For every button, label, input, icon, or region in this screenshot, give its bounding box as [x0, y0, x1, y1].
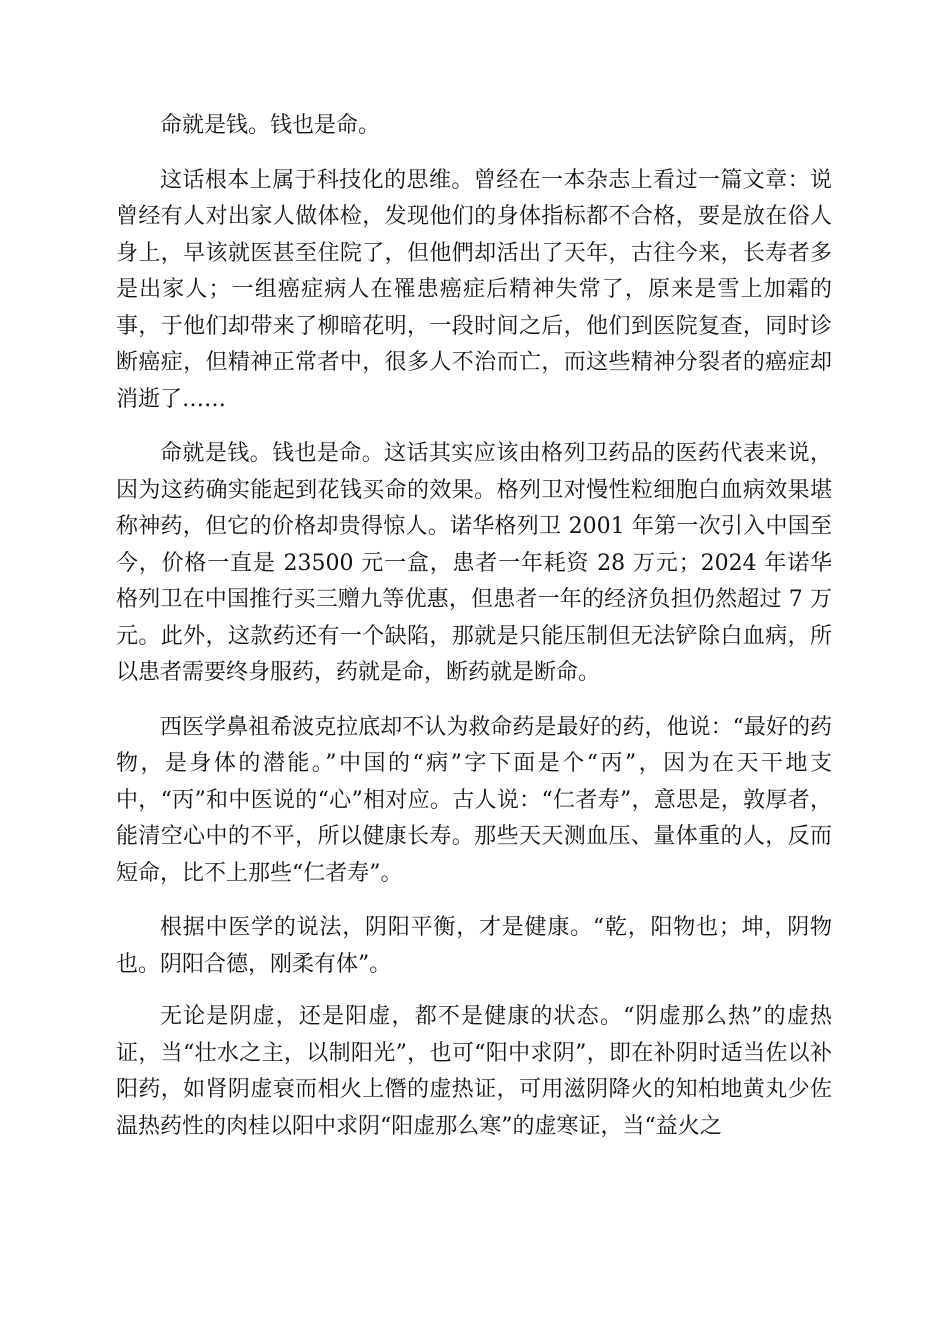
paragraph-3: 命就是钱。钱也是命。这话其实应该由格列卫药品的医药代表来说，因为这药确实能起到花钱买命的效果。格列卫对慢性粒细胞白血病效果堪称神药，但它的价格却贵得惊人。诺华格列卫 2001 年第一次引入中国至今，价格一直是 23500 元一盒，患者一年耗资 28 万元；2024 年诺华格列卫在中国推行买三赠九等优惠，但患者一年的经济负担仍然超过 7 万元。此外，这款药还有一个缺陷，那就是只能压制但无法铲除白血病，所以患者需要终身服药，药就是命，断药就是断命。 — [116, 441, 832, 685]
paragraph-2: 这话根本上属于科技化的思维。曾经在一本杂志上看过一篇文章：说曾经有人对出家人做体检，发现他们的身体指标都不合格，要是放在俗人身上，早该就医甚至住院了，但他們却活出了天年，古往今来，长寿者多是出家人；一组癌症病人在罹患癌症后精神失常了，原来是雪上加霜的事，于他们却带来了柳暗花明，一段时间之后，他们到医院复查，同时诊断癌症，但精神正常者中，很多人不治而亡，而这些精神分裂者的癌症却消逝了…… — [116, 167, 832, 412]
document-page — [116, 108, 832, 1163]
paragraph-6: 无论是阴虚，还是阳虚，都不是健康的状态。“阴虚那么热”的虚热证，当“壮水之主，以制阳光”，也可“阳中求阴”，即在补阴时适当佐以补阳药，如肾阴虚衰而相火上僭的虚热证，可用滋阴降火的知柏地黄丸少佐温热药性的肉桂以阳中求阴“阳虚那么寒”的虚寒证，当“益火之 — [116, 1004, 832, 1139]
paragraph-1: 命就是钱。钱也是命。 — [160, 113, 381, 138]
paragraph-4: 西医学鼻祖希波克拉底却不认为救命药是最好的药，他说：“最好的药物，是身体的潜能。”中国的“病”字下面是个“丙”，因为在天干地支中，“丙”和中医说的“心”相对应。古人说：“仁者寿”，意思是，敦厚者，能清空心中的不平，所以健康长寿。那些天天测血压、量体重的人，反而短命，比不上那些“仁者寿”。 — [116, 714, 832, 886]
paragraph-5: 根据中医学的说法，阴阳平衡，才是健康。“乾，阳物也；坤，阴物也。阴阳合德，刚柔有体”。 — [116, 915, 832, 977]
